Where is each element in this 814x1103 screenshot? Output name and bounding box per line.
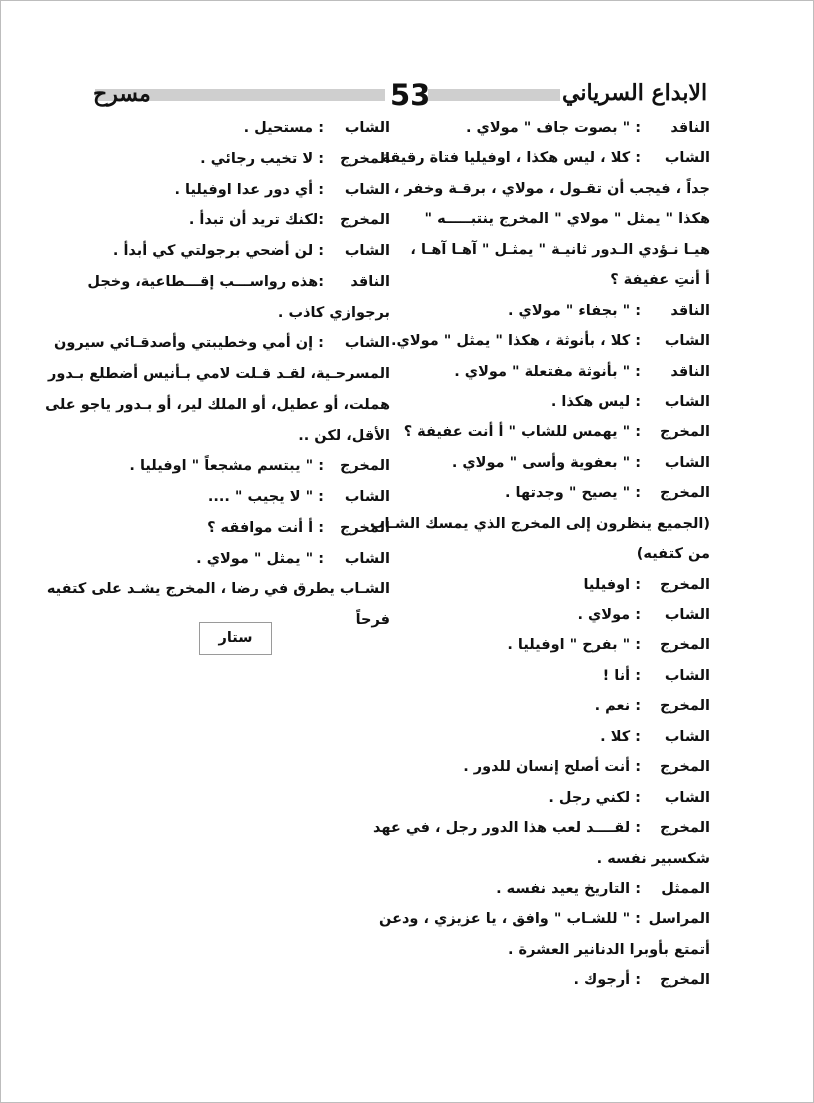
dialogue-text: : " بأنوثة مفتعلة " مولاي . [454,363,641,380]
dialogue-text: أ أنتِ عفيفة ؟ [610,272,710,289]
speaker-name: الناقد [670,120,710,136]
dialogue-text: فرحاً [355,612,390,628]
dialogue-line [408,630,710,660]
dialogue-text: : " لا يجيب " .... [207,489,324,505]
dialogue-line [408,357,710,387]
speaker-name: المخرج [659,972,710,989]
magazine-title: الابداع السرياني [562,80,708,106]
left-column [45,113,390,636]
dialogue-line [408,965,710,995]
speaker-name: الشاب [664,393,710,410]
dialogue-line [393,174,710,204]
dialogue-line [94,113,390,144]
dialogue-line [94,513,390,544]
dialogue-text: : " بفرح " اوفيليا . [507,637,641,654]
dialogue-line [54,328,390,359]
dialogue-text: : مولاي . [577,607,641,623]
dialogue-line [94,451,390,482]
dialogue-line [94,236,390,267]
dialogue-text: : " يبتسم مشجعاً " اوفيليا . [129,458,324,475]
dialogue-text: :هذه رواســـب إقـــطاعية، وخجل [87,273,324,290]
dialogue-line [94,482,390,513]
speaker-name: الشاب [664,667,710,684]
dialogue-line [408,691,710,721]
dialogue-line [403,417,710,447]
dialogue-line [94,144,390,175]
dialogue-line [408,783,710,813]
dialogue-text: : أنت أصلح إنسان للدور . [463,759,641,776]
section-title: مسرح [93,81,151,107]
dialogue-text: : أي دور عدا اوفيليا . [174,181,324,198]
dialogue-text: المسرحـية، لقـد قـلت لامي بـأنيس أضطلع بـدور [48,366,390,382]
dialogue-line [408,722,710,752]
dialogue-line [379,904,710,934]
dialogue-line [408,235,710,265]
dialogue-line [408,600,710,630]
dialogue-line [408,874,710,904]
speaker-name: الممثل [661,880,710,897]
dialogue-text: : اوفيليا [583,576,641,593]
dialogue-text: : " بصوت جاف " مولاي . [466,120,641,136]
dialogue-text: هيـا نـؤدي الـدور ثانيـة " يمثـل " آهـا آهـا ، [410,241,710,258]
speaker-name: الناقد [670,363,710,380]
dialogue-text: : أ أنت موافقه ؟ [207,519,324,536]
speaker-name: الشاب [344,181,390,198]
dialogue-line [46,574,390,605]
dialogue-text: : كلا . [600,728,641,745]
dialogue-line [372,813,710,843]
dialogue-text: هملت، أو عطيل، أو الملك لير، أو بـدور ياجو على [45,396,390,413]
dialogue-line [408,844,710,874]
dialogue-text: الأقل، لكن .. [298,427,390,444]
speaker-name: المخرج [659,576,710,593]
dialogue-text: : " بجفاء " مولاي . [508,302,641,319]
speaker-name: الشاب [664,789,710,806]
dialogue-line [391,326,710,356]
dialogue-text: برجوازي كاذب . [277,304,390,321]
dialogue-line [87,267,390,298]
speaker-name: الشاب [344,335,390,352]
page-header [0,78,814,114]
dialogue-text: :لكنك تريد أن تبدأ . [188,212,324,229]
dialogue-text: : لقــــد لعب هذا الدور رجل ، في عهد [372,820,641,837]
speaker-name: المراسل [648,911,710,928]
dialogue-text: : لن أضحي برجولتي كي أبدأ . [112,243,324,259]
dialogue-text: : " للشـاب " وافق ، يا عزيزي ، ودعن [379,911,641,928]
speaker-name: المخرج [339,519,390,536]
curtain-box: ستار [199,622,272,655]
header-rule-right [428,89,560,101]
dialogue-text: أتمتع بأوبرا الدنانير العشرة . [508,941,710,958]
dialogue-line [369,509,710,539]
dialogue-text: : لكني رجل . [548,789,641,806]
speaker-name: المخرج [659,637,710,654]
dialogue-text: : أنا ! [602,667,641,684]
speaker-name: المخرج [659,424,710,441]
dialogue-text: : " بعفوية وأسى " مولاي . [451,454,641,471]
dialogue-text: شكسبير نفسه . [596,850,710,867]
dialogue-text: : التاريخ يعيد نفسه . [496,880,641,897]
dialogue-text: : لا تخيب رجائي . [200,150,324,167]
dialogue-text: : كلا ، ليس هكذا ، اوفيليا فتاة رقيقة [381,150,641,167]
dialogue-text: : أرجوك . [573,972,641,989]
dialogue-text: من كتفيه) [636,546,710,563]
page-number: 53 [390,78,431,112]
speaker-name: المخرج [659,485,710,502]
speaker-name: المخرج [659,820,710,837]
dialogue-line [408,387,710,417]
speaker-name: الشاب [664,333,710,350]
speaker-name: الشاب [344,550,390,567]
dialogue-text: : ليس هكذا . [550,393,641,410]
dialogue-line [408,448,710,478]
dialogue-line [381,143,710,173]
dialogue-line [94,298,390,329]
dialogue-line [408,478,710,508]
dialogue-text: هكذا " يمثل " مولاي " المخرج ينتبـــــه " [424,211,710,228]
dialogue-text: : كلا ، بأنوثة ، هكذا " يمثل " مولاي. [391,333,641,350]
speaker-name: الشاب [344,489,390,505]
dialogue-text: : نعم . [594,698,641,715]
dialogue-line [408,204,710,234]
speaker-name: المخرج [659,759,710,776]
dialogue-line [408,539,710,569]
dialogue-text: : " يمثل " مولاي . [196,550,324,567]
dialogue-line [45,390,390,421]
dialogue-line [408,570,710,600]
dialogue-text: الشـاب يطرق في رضا ، المخرج يشـد على كتفيه [46,581,390,598]
dialogue-line [94,421,390,452]
speaker-name: الشاب [664,150,710,167]
dialogue-text: : " يهمس للشاب " أ أنت عفيفة ؟ [403,424,641,441]
dialogue-line [48,359,390,390]
speaker-name: الشاب [664,454,710,471]
speaker-name: الشاب [664,728,710,745]
speaker-name: المخرج [659,698,710,715]
dialogue-text: : " يصيح " وجدتها . [504,485,641,502]
dialogue-text: : مستحيل . [243,120,324,136]
dialogue-line [408,935,710,965]
speaker-name: المخرج [339,150,390,167]
dialogue-line [94,205,390,236]
dialogue-line [408,661,710,691]
speaker-name: الشاب [664,607,710,623]
dialogue-line [408,265,710,295]
speaker-name: المخرج [339,212,390,229]
dialogue-line [408,296,710,326]
speaker-name: الناقد [670,302,710,319]
dialogue-line [408,752,710,782]
dialogue-text: جداً ، فيجب أن تقـول ، مولاي ، برقـة وخفر ، [393,180,710,197]
dialogue-text: (الجميع ينظرون إلى المخرج الذي يمسك الشـاب [369,515,710,532]
speaker-name: الشاب [344,120,390,136]
speaker-name: المخرج [339,458,390,475]
speaker-name: الناقد [350,273,390,290]
dialogue-line [94,175,390,206]
speaker-name: الشاب [344,243,390,259]
dialogue-line [408,113,710,143]
dialogue-text: : إن أمي وخطيبتي وأصدقـائي سيرون [54,335,324,352]
right-column [369,113,710,996]
dialogue-line [94,544,390,575]
